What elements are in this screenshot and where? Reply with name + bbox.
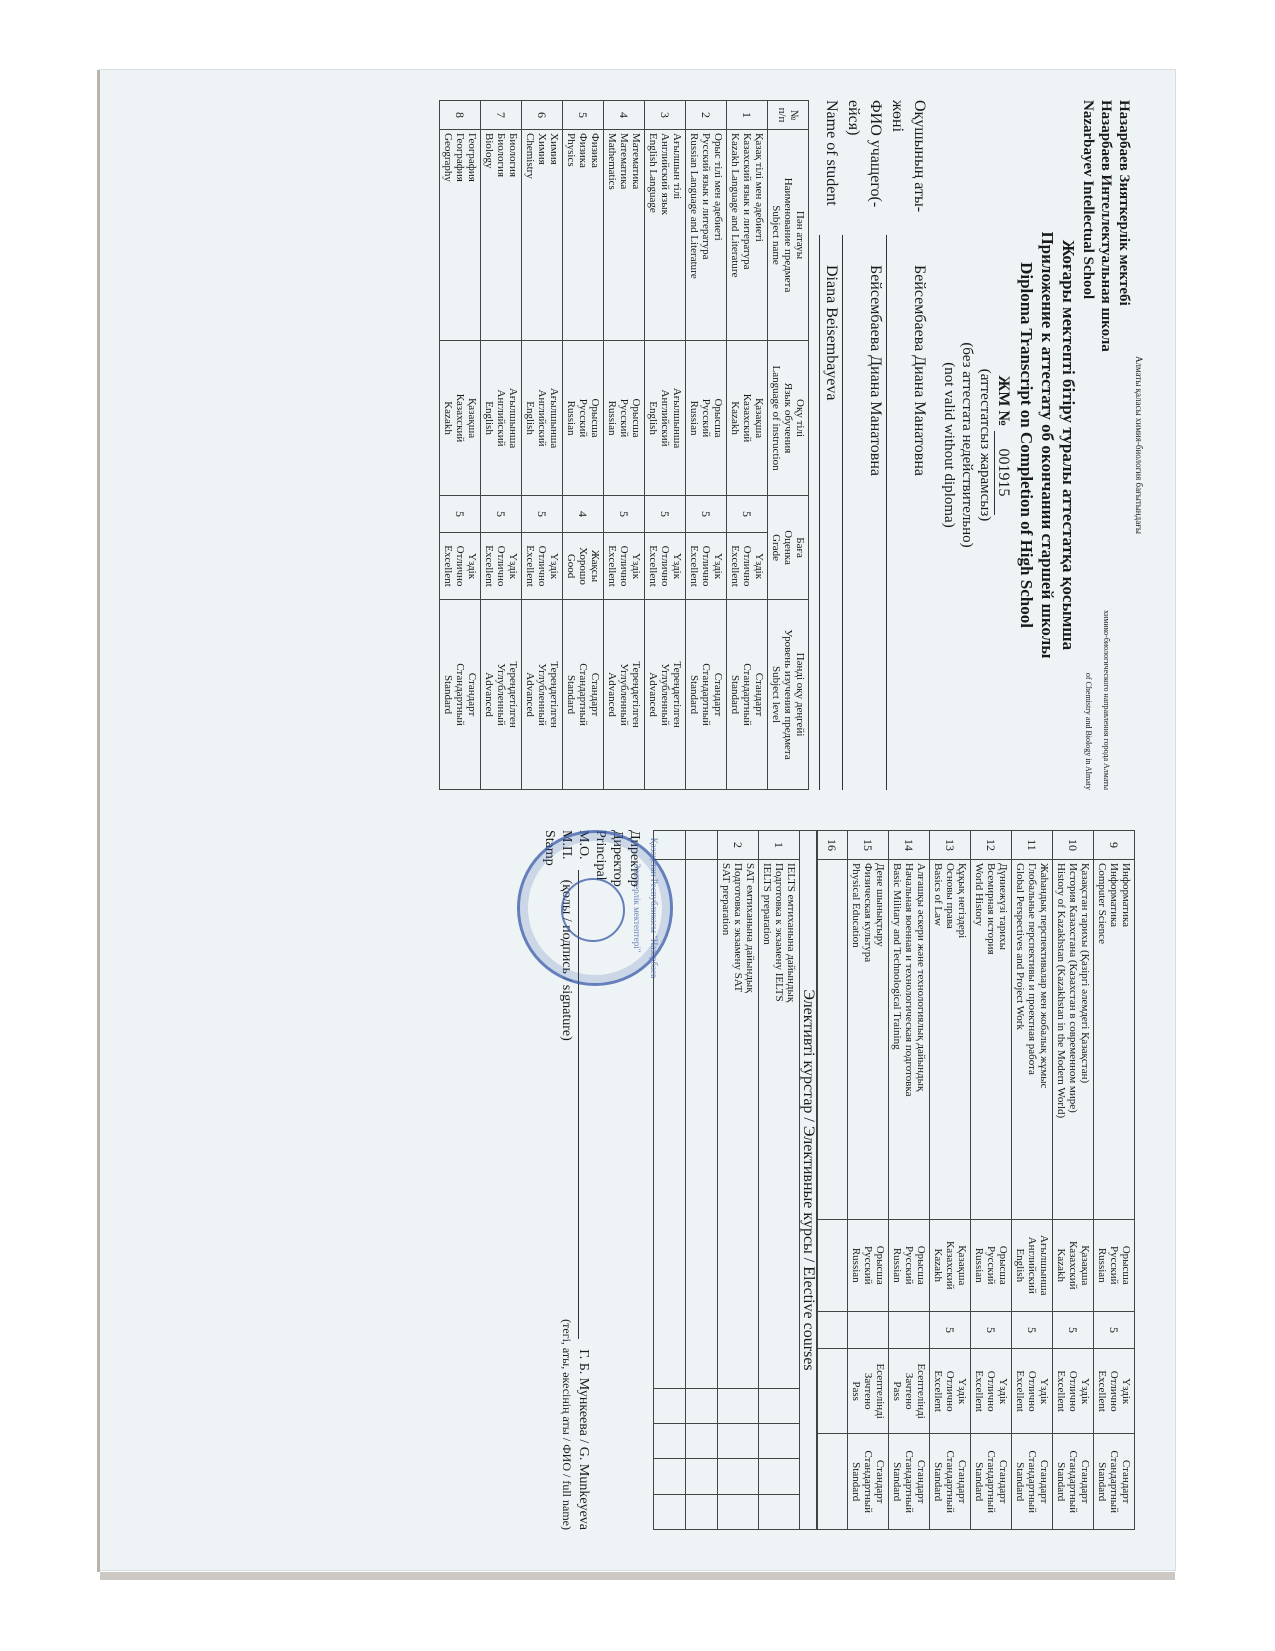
empty-cell	[654, 1459, 686, 1494]
elective-grade	[718, 1459, 759, 1494]
elective-level	[718, 1494, 759, 1529]
empty-cell	[654, 1494, 686, 1529]
mp-label-ru: М.П.	[559, 830, 574, 860]
role-kz: Директор	[627, 830, 642, 887]
grade-score: 5	[727, 496, 768, 533]
table-row	[563, 101, 604, 790]
grade-word: Үздік Отлично Excellent	[440, 533, 481, 600]
grade-word: Жақсы Хорошо Good	[563, 533, 604, 600]
student-name-ru: Бейсембаева Диана Манатовна	[842, 235, 886, 790]
grade-score	[889, 1312, 930, 1349]
table-row	[440, 101, 481, 790]
subject-level: Тереңдетілген Углубленный Advanced	[522, 600, 563, 790]
instruction-language: Ағылшынша Английский English	[481, 341, 522, 496]
grade-score: 5	[1094, 1312, 1135, 1349]
student-name-en: Diana Beisembayeva	[819, 235, 842, 790]
city-note: Алматы қаласы химия-биология бағытындағы	[1134, 356, 1144, 534]
instruction-language: Ағылшынша Английский English	[1012, 1219, 1053, 1311]
electives-table	[653, 830, 817, 1530]
instruction-language: Ағылшынша Английский English	[522, 341, 563, 496]
row-number: 4	[604, 101, 645, 130]
table-row	[604, 101, 645, 790]
elective-row	[759, 831, 800, 1530]
subject-level: Стандарт Стандартный Standard	[971, 1434, 1012, 1530]
subject-name: Жаһандық перспективалар мен жобалық жұмыс Глобальные перспективы и проектная работа Global Perspectives and Project Work	[1012, 860, 1053, 1220]
grade-score: 5	[930, 1312, 971, 1349]
grade-word: Үздік Отлично Excellent	[1053, 1349, 1094, 1434]
grade-score: 5	[440, 496, 481, 533]
subject-name: Алғашқы әскери және технологиялық дайындық Начальная военная и технологическая подготовка Basic Military and Technological Training	[889, 860, 930, 1220]
grade-score	[848, 1312, 889, 1349]
title-en: Diploma Transcript on Completion of High School	[1017, 262, 1036, 628]
row-number: 12	[971, 831, 1012, 860]
instruction-language: Орысша Русский Russian	[1094, 1219, 1135, 1311]
subject-name: Құқық негіздері Основы права Basics of Law	[930, 860, 971, 1220]
header-language: Оқу тілі Язык обучения Language of instruction	[768, 341, 809, 496]
grade-word	[818, 1349, 848, 1434]
subject-level: Тереңдетілген Углубленный Advanced	[604, 600, 645, 790]
grade-word: Үздік Отлично Excellent	[686, 533, 727, 600]
title-kz: Жоғары мектепті бітіру туралы аттестатқа қосымша	[1059, 239, 1078, 651]
instruction-language: Орысша Русский Russian	[971, 1219, 1012, 1311]
row-number: 10	[1053, 831, 1094, 860]
empty-cell	[686, 860, 718, 1389]
grade-score: 5	[1053, 1312, 1094, 1349]
subject-level: Тереңдетілген Углубленный Advanced	[481, 600, 522, 790]
stamp-label: Stamp	[542, 830, 557, 866]
table-row	[971, 831, 1012, 1530]
header-level: Пәнді оқу деңгейі Уровень изучения предмета Subject level	[768, 600, 809, 790]
subject-name: Қазақ тілі мен әдебиеті Казахский язык и литература Kazakh Language and Literature	[727, 130, 768, 341]
table-row	[727, 101, 768, 790]
grade-word: Үздік Отлично Excellent	[645, 533, 686, 600]
row-number: 5	[563, 101, 604, 130]
subject-level: Стандарт Стандартный Standard	[1094, 1434, 1135, 1530]
row-number: 6	[522, 101, 563, 130]
school-name-ru-row	[1097, 100, 1115, 790]
subject-level: Стандарт Стандартный Standard	[563, 600, 604, 790]
grade-word: Есептелінді Зачтено Pass	[848, 1349, 889, 1434]
instruction-language: Орысша Русский Russian	[604, 341, 645, 496]
title-ru: Приложение к аттестату об окончании старшей школы	[1038, 231, 1057, 659]
row-number: 13	[930, 831, 971, 860]
grade-word: Үздік Отлично Excellent	[1094, 1349, 1135, 1434]
electives-title: Элективті курстар / Элективные курсы / Elective courses	[800, 831, 817, 1530]
grade-word: Үздік Отлично Excellent	[522, 533, 563, 600]
subject-name: Дүниежүзі тарихы Всемирная история World History	[971, 860, 1012, 1220]
role-ru: Директор	[610, 830, 625, 887]
subject-name: Ағылшын тілі Английский язык English Language	[645, 130, 686, 341]
instruction-language: Қазақша Казахский Kazakh	[1053, 1219, 1094, 1311]
subject-name: Информатика Информатика Computer Science	[1094, 860, 1135, 1220]
grade-score: 5	[522, 496, 563, 533]
subject-level: Стандарт Стандартный Standard	[686, 600, 727, 790]
mp-label: М.О.	[576, 830, 591, 860]
stamp-emblem	[561, 878, 625, 942]
school-name-en-row	[1079, 100, 1097, 790]
instruction-language: Орысша Русский Russian	[686, 341, 727, 496]
instruction-language	[818, 1219, 848, 1311]
row-number: 3	[645, 101, 686, 130]
subject-level: Стандарт Стандартный Standard	[1053, 1434, 1094, 1530]
grade-word: Үздік Отлично Excellent	[971, 1349, 1012, 1434]
grade-word: Үздік Отлично Excellent	[727, 533, 768, 600]
school-name-ru-sub: химико-биологического направления города Алматы	[1102, 610, 1111, 790]
table-row	[481, 101, 522, 790]
name-caption: (тегі, аты, әкесінің аты / ФИО / full name)	[560, 1319, 574, 1530]
table-row	[686, 101, 727, 790]
header-grade: Баға Оценка Grade	[768, 496, 809, 600]
table-row	[1012, 831, 1053, 1530]
official-stamp	[517, 830, 673, 986]
scan-edge-bottom	[100, 1572, 1175, 1580]
grade-word: Үздік Отлично Excellent	[481, 533, 522, 600]
student-name-kz: Бейсембаева Диана Манатовна	[886, 235, 930, 790]
table-row	[645, 101, 686, 790]
grades-table-right	[817, 830, 1135, 1530]
subject-name: Қазақстан тарихы (Қазіргі әлемдегі Қазақстан) История Казахстана (Казахстан в современном мире) History of Kazakhstan (Kazakhstan in the Modern World)	[1053, 860, 1094, 1220]
instruction-language: Орысша Русский Russian	[563, 341, 604, 496]
instruction-language: Орысша Русский Russian	[848, 1219, 889, 1311]
instruction-language: Ағылшынша Английский English	[645, 341, 686, 496]
document-number-value: 001915	[994, 431, 1012, 515]
role-en: Principal	[593, 830, 608, 881]
grade-score: 5	[481, 496, 522, 533]
school-name-en-sub: of Chemistry and Biology in Almaty	[1084, 672, 1093, 790]
table-row	[1053, 831, 1094, 1530]
subject-name: Физика Физика Physics	[563, 130, 604, 341]
row-number: 15	[848, 831, 889, 860]
table-row	[818, 831, 848, 1530]
left-half	[135, 100, 1145, 790]
empty-cell	[686, 1459, 718, 1494]
header-subject: Пән атауы Наименование предмета Subject name	[768, 130, 809, 341]
instruction-language: Орысша Русский Russian	[889, 1219, 930, 1311]
director-name: Г. Б. Мункеева / G. Munkeyeva	[576, 1349, 591, 1530]
grade-score: 5	[604, 496, 645, 533]
row-number: 7	[481, 101, 522, 130]
grade-word: Үздік Отлично Excellent	[1012, 1349, 1053, 1434]
subject-level	[818, 1434, 848, 1530]
grade-word: Үздік Отлично Excellent	[930, 1349, 971, 1434]
grade-score: 5	[686, 496, 727, 533]
school-name-en: Nazarbayev Intellectual School	[1080, 100, 1096, 300]
note-kz: (аттестатсыз жарамсыз)	[977, 368, 993, 522]
row-number: 14	[889, 831, 930, 860]
subject-name: Математика Математика Mathematics	[604, 130, 645, 341]
empty-cell	[686, 1424, 718, 1459]
elective-score	[759, 1424, 800, 1459]
instruction-language: Қазақша Казахский Kazakh	[440, 341, 481, 496]
table-row	[1094, 831, 1135, 1530]
school-name-ru: Назарбаев Интеллектуальная школа	[1098, 100, 1114, 352]
elective-name: IELTS емтиханына дайындық Подготовка к экзамену IELTS IELTS preparation	[759, 860, 800, 1389]
note-en: (not valid without diploma)	[941, 362, 957, 528]
grade-score	[818, 1312, 848, 1349]
rotated-document	[100, 70, 1175, 1570]
table-row	[889, 831, 930, 1530]
elective-row	[718, 831, 759, 1530]
grade-score: 5	[645, 496, 686, 533]
signature-block	[541, 830, 659, 1530]
subject-name	[818, 860, 848, 1220]
school-name-kz: Назарбаев Зияткерлік мектебі	[1116, 100, 1132, 306]
table-row	[522, 101, 563, 790]
note-ru: (без аттестата недействительно)	[959, 342, 975, 548]
subject-level: Стандарт Стандартный Standard	[930, 1434, 971, 1530]
empty-cell	[654, 1424, 686, 1459]
elective-empty-row	[686, 831, 718, 1530]
grade-score: 4	[563, 496, 604, 533]
empty-cell	[686, 831, 718, 860]
subject-level: Стандарт Стандартный Standard	[727, 600, 768, 790]
row-number: 8	[440, 101, 481, 130]
table-header-row	[768, 101, 809, 790]
row-number: 16	[818, 831, 848, 860]
instruction-language: Қазақша Казахский Kazakh	[727, 341, 768, 496]
row-number: 9	[1094, 831, 1135, 860]
stamp-text: Қазақстан Республикасы "Назарбаев Зияткерлік мектептері"	[632, 837, 659, 979]
row-number: 11	[1012, 831, 1053, 860]
empty-cell	[686, 1388, 718, 1423]
grade-word: Үздік Отлично Excellent	[604, 533, 645, 600]
signature-caption: (қолы / подпись / signature)	[559, 879, 574, 1041]
elective-number: 1	[759, 831, 800, 860]
subject-name: География География Geography	[440, 130, 481, 341]
subject-level: Стандарт Стандартный Standard	[1012, 1434, 1053, 1530]
table-row	[848, 831, 889, 1530]
elective-language	[759, 1388, 800, 1423]
elective-name: SAT емтиханына дайындық Подготовка к экзамену SAT SAT preparation	[718, 860, 759, 1389]
student-block: Оқушының аты-жөні Бейсембаева Диана Манатовна ФИО учащего(-ейся) Бейсембаева Диана Манатовна Name of student Diana Beisembayeva	[819, 100, 930, 790]
elective-level	[759, 1494, 800, 1529]
elective-grade	[759, 1459, 800, 1494]
right-half	[135, 830, 1145, 1530]
subject-level: Стандарт Стандартный Standard	[889, 1434, 930, 1530]
subject-name: Дене шынықтыру Физическая культура Physical Education	[848, 860, 889, 1220]
grade-word: Есептелінді Зачтено Pass	[889, 1349, 930, 1434]
elective-score	[718, 1424, 759, 1459]
subject-name: Химия Химия Chemistry	[522, 130, 563, 341]
subject-name: Орыс тілі мен әдебиеті Русский язык и литература Russian Language and Literature	[686, 130, 727, 341]
elective-language	[718, 1388, 759, 1423]
grades-table-left	[439, 100, 809, 790]
empty-cell	[654, 1388, 686, 1423]
subject-level: Стандарт Стандартный Standard	[848, 1434, 889, 1530]
subject-name: Биология Биология Biology	[481, 130, 522, 341]
table-row	[930, 831, 971, 1530]
empty-cell	[686, 1494, 718, 1529]
subject-level: Стандарт Стандартный Standard	[440, 600, 481, 790]
header-num: № п/п	[768, 101, 809, 130]
subject-level: Тереңдетілген Углубленный Advanced	[645, 600, 686, 790]
row-number: 1	[727, 101, 768, 130]
document-number: ЖМ № 001915	[994, 100, 1012, 790]
instruction-language: Қазақша Казахский Kazakh	[930, 1219, 971, 1311]
school-name-kz-row	[1115, 100, 1133, 790]
elective-number: 2	[718, 831, 759, 860]
grade-score: 5	[971, 1312, 1012, 1349]
row-number: 2	[686, 101, 727, 130]
grade-score: 5	[1012, 1312, 1053, 1349]
